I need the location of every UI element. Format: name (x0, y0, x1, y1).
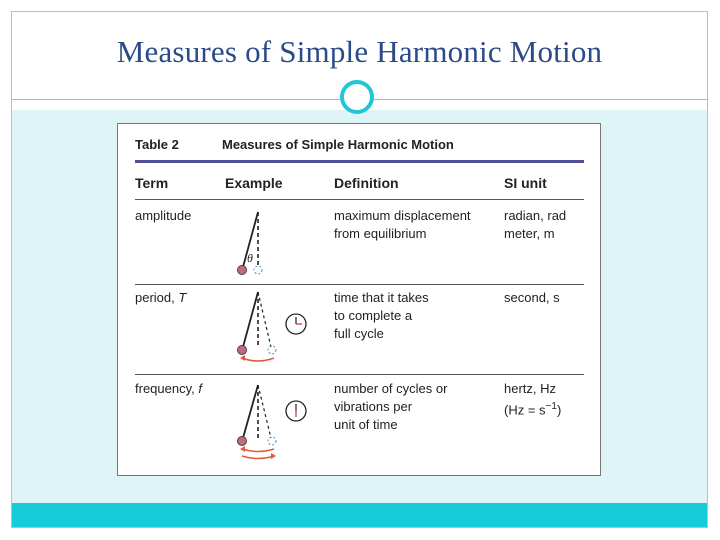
si-unit-cell: radian, rad meter, m (504, 208, 567, 241)
table-figure (117, 123, 601, 476)
header-rule (135, 199, 584, 200)
slide-title: Measures of Simple Harmonic Motion (116, 34, 603, 69)
table-title-underline (135, 160, 584, 163)
pendulum-angle-icon (218, 204, 318, 294)
bottom-bar (12, 503, 707, 527)
table-title: Measures of Simple Harmonic Motion (222, 137, 454, 152)
term-cell: amplitude (135, 208, 192, 223)
header-term: Term (135, 175, 169, 191)
header-example: Example (225, 175, 283, 191)
row-rule (135, 374, 584, 375)
header-definition: Definition (334, 175, 399, 191)
table-label: Table 2 (135, 137, 179, 152)
angle-label: θ (247, 251, 253, 265)
unit-formula: $(Hz = s^{-1})$ (504, 401, 562, 418)
pendulum-clock-icon (218, 284, 318, 374)
term-cell: frequency, f (135, 381, 202, 396)
header-si-unit: SI unit (504, 175, 547, 191)
definition-cell: number of cycles or vibrations per unit of time (334, 381, 448, 432)
definition-cell: time that it takes to complete a full cycle (334, 290, 429, 341)
row-rule (135, 284, 584, 285)
term-cell: period, T (135, 290, 187, 305)
pendulum-swing-clock-icon (218, 377, 318, 467)
si-unit-cell: hertz, Hz $(Hz = s^{-1})$ (504, 381, 562, 418)
si-unit-cell: second, s (504, 290, 560, 305)
title-circle-ornament (340, 80, 374, 114)
definition-cell: maximum displacement from equilibrium (334, 208, 471, 241)
